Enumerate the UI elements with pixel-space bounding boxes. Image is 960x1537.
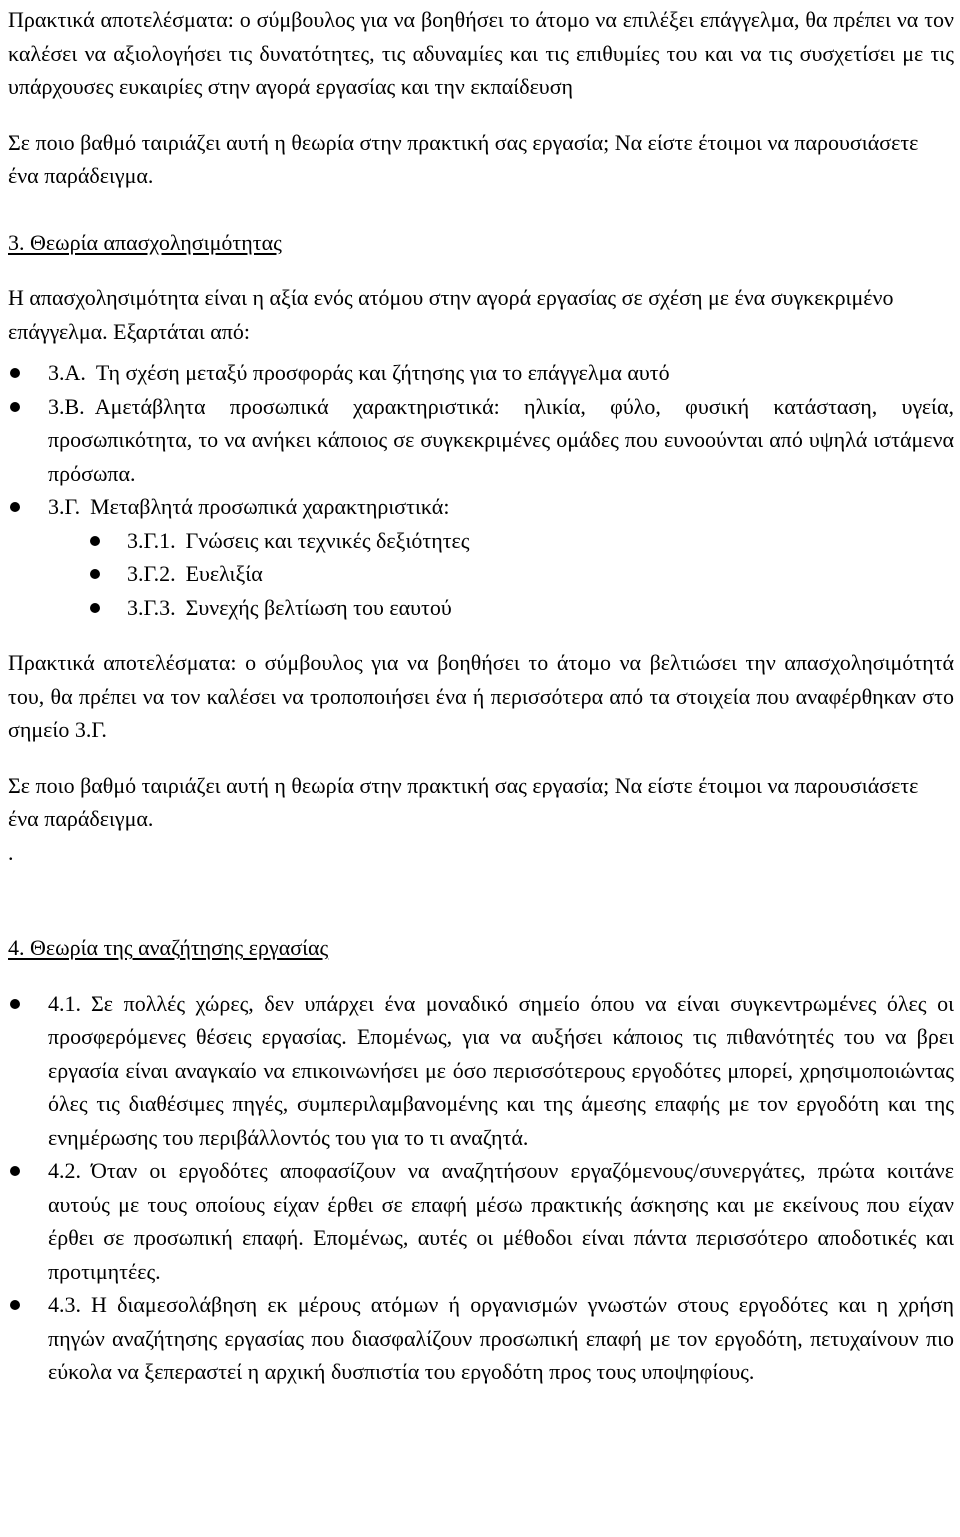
- job-search-list: [8, 987, 954, 1389]
- practical-results-paragraph-2: Πρακτικά αποτελέσματα: ο σύμβουλος για να βοηθήσει το άτομο να επιλέξει επάγγελμα, θα πρέπει να τον καλέσει να αξιολογήσει τις δυνατότητες, τις αδυναμίες και τις επιθυμίες του και να τις συσχετίσει με τις υπάρχουσες ευκαιρίες στην αγορά εργασίας και την εκπαίδευση: [8, 7, 954, 99]
- item-label: 3.Γ.1.: [127, 527, 176, 553]
- item-text: Όταν οι εργοδότες αποφασίζουν να αναζητήσουν εργαζόμενους/συνεργάτες, πρώτα κοιτάνε αυτούς με τους οποίους είχαν έρθει σε επαφή μέσω πρακτικής άσκησης και με εκείνους που είχαν έρθει σε προσωπική επαφή. Επομένως, αυτές οι μέθοδοι είναι πάντα περισσότερο αποδοτικές και προτιμητέες.: [48, 1158, 954, 1284]
- bullet-icon: [10, 999, 20, 1009]
- sub-list-item: [8, 591, 954, 625]
- item-text: Η διαμεσολάβηση εκ μέρους ατόμων ή οργανισμών γνωστών στους εργοδότες και η χρήση πηγών αναζήτησης εργασίας που διασφαλίζουν προσωπική επαφή με τον εργοδότη, πετυχαίνουν πιο εύκολα να ξεπεραστεί η αρχική δυσπιστία του εργοδότη προς τους υποψηφίους.: [48, 1292, 954, 1384]
- item-label: 4.1.: [48, 990, 81, 1016]
- item-label: 3.Γ.3.: [127, 594, 176, 620]
- item-label: 3.Β.: [48, 393, 85, 419]
- bullet-icon: [90, 536, 100, 546]
- item-label: 4.3.: [48, 1292, 81, 1317]
- bullet-icon: [10, 368, 20, 378]
- list-item: [8, 356, 954, 390]
- item-label: 3.Γ.: [48, 494, 81, 519]
- sub-list-item: [8, 557, 954, 591]
- list-item: [8, 1288, 954, 1389]
- item-text: Ευελιξία: [185, 561, 263, 586]
- item-text: Τη σχέση μεταξύ προσφοράς και ζήτησης για το επάγγελμα αυτό: [95, 360, 670, 385]
- item-text: Αμετάβλητα προσωπικά χαρακτηριστικά: ηλικία, φύλο, φυσική κατάσταση, υγεία, προσωπικότητα, το να ανήκει κάποιος σε συγκεκριμένες ομάδες που ευνοούνται από υψηλά ιστάμενα πρόσωπα.: [48, 393, 954, 486]
- discussion-question-3: Σε ποιο βαθμό ταιριάζει αυτή η θεωρία στην πρακτική σας εργασία; Να είστε έτοιμοι να παρουσιάσετε ένα παράδειγμα.: [8, 772, 919, 831]
- item-label: 4.2.: [48, 1158, 81, 1183]
- practical-results-paragraph-3: Πρακτικά αποτελέσματα: ο σύμβουλος για να βοηθήσει το άτομο να βελτιώσει την απασχολησιμότητά του, θα πρέπει να τον καλέσει να τροποποιήσει ένα ή περισσότερα από τα στοιχεία που αναφέρθηκαν στο σημείο 3.Γ.: [8, 650, 954, 742]
- list-item: [8, 987, 954, 1155]
- item-text: Μεταβλητά προσωπικά χαρακτηριστικά:: [90, 494, 450, 519]
- item-text: Γνώσεις και τεχνικές δεξιότητες: [185, 527, 470, 553]
- bullet-icon: [10, 1300, 20, 1310]
- list-item: [8, 490, 954, 524]
- employability-factors-list: [8, 356, 954, 624]
- bullet-icon: [90, 603, 100, 613]
- item-label: 3.Γ.2.: [127, 561, 176, 586]
- list-item: [8, 390, 954, 491]
- section-heading-employability: 3. Θεωρία απασχολησιμότητας: [8, 229, 282, 255]
- document-page: [8, 3, 954, 1389]
- employability-intro: Η απασχολησιμότητα είναι η αξία ενός ατόμου στην αγορά εργασίας σε σχέση με ένα συγκεκριμένο επάγγελμα. Εξαρτάται από:: [8, 285, 894, 344]
- bullet-icon: [10, 1166, 20, 1176]
- list-item: [8, 1154, 954, 1288]
- section-heading-job-search: 4. Θεωρία της αναζήτησης εργασίας: [8, 935, 329, 960]
- bullet-icon: [90, 569, 100, 579]
- bullet-icon: [10, 502, 20, 512]
- bullet-icon: [10, 402, 20, 412]
- item-text: Συνεχής βελτίωση του εαυτού: [185, 594, 452, 620]
- item-text: Σε πολλές χώρες, δεν υπάρχει ένα μοναδικό σημείο όπου να είναι συγκεντρωμένες όλες οι προσφερόμενες θέσεις εργασίας. Επομένως, για να αυξήσει κάποιος τις πιθανότητές του να βρει εργασία είναι αναγκαίο να επικοινωνήσει με όσο περισσότερους εργοδότες μπορεί, χρησιμοποιώντας όλες τις διαθέσιμες πηγές, συμπεριλαμβανομένης και της άμεσης επαφής με τον εργοδότη και της ενημέρωσης του περιβάλλοντός του για το τι αναζητά.: [48, 990, 954, 1150]
- sub-list-item: [8, 524, 954, 558]
- stray-period: .: [8, 839, 14, 865]
- item-label: 3.Α.: [48, 360, 86, 385]
- discussion-question-2: Σε ποιο βαθμό ταιριάζει αυτή η θεωρία στην πρακτική σας εργασία; Να είστε έτοιμοι να παρουσιάσετε ένα παράδειγμα.: [8, 129, 919, 188]
